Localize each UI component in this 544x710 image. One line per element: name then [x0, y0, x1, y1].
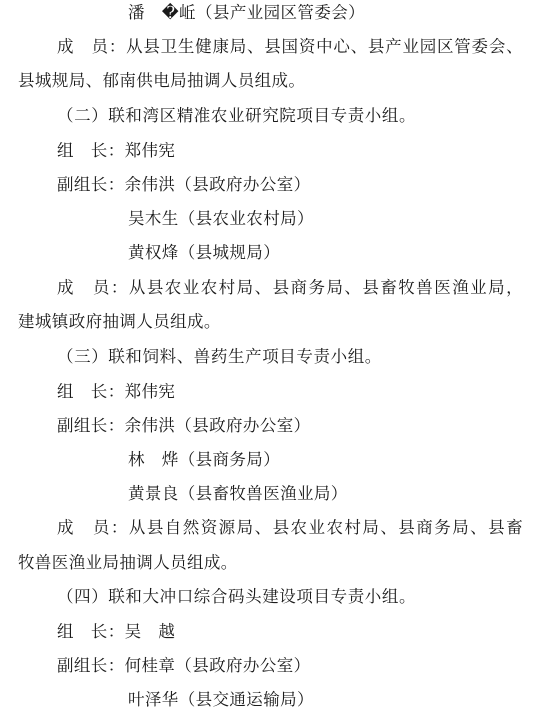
text-line: 叶泽华（县交通运输局） — [128, 690, 314, 709]
text-line: 县城规局、郁南供电局抽调人员组成。 — [18, 71, 306, 90]
text-line: 成 员：从县卫生健康局、县国资中心、县产业园区管委会、 — [57, 37, 523, 56]
text-line: 副组长：何桂章（县政府办公室） — [57, 656, 311, 675]
section-heading: （三）联和饲料、兽药生产项目专责小组。 — [57, 347, 382, 366]
text-line: 成 员：从县农业农村局、县商务局、县畜牧兽医渔业局， — [57, 278, 523, 297]
text-line: 潘 �岴（县产业园区管委会） — [128, 3, 366, 22]
text-line: 牧兽医渔业局抽调人员组成。 — [18, 553, 238, 572]
text-line: 组 长：吴 越 — [57, 622, 176, 641]
text-line: 成 员：从县自然资源局、县农业农村局、县商务局、县畜 — [57, 518, 523, 537]
text-line: 组 长：郑伟宪 — [57, 141, 176, 160]
text-line: 建城镇政府抽调人员组成。 — [18, 312, 221, 331]
text-line: 林 烨（县商务局） — [128, 450, 281, 469]
text-line: 吴木生（县农业农村局） — [128, 209, 314, 228]
text-line: 副组长：余伟洪（县政府办公室） — [57, 416, 311, 435]
section-heading: （四）联和大冲口综合码头建设项目专责小组。 — [57, 587, 417, 606]
text-line: 黄景良（县畜牧兽医渔业局） — [128, 484, 348, 503]
section-heading: （二）联和湾区精准农业研究院项目专责小组。 — [57, 106, 417, 125]
text-line: 黄权烽（县城规局） — [128, 243, 281, 262]
text-line: 组 长：郑伟宪 — [57, 382, 176, 401]
text-line: 副组长：余伟洪（县政府办公室） — [57, 175, 311, 194]
